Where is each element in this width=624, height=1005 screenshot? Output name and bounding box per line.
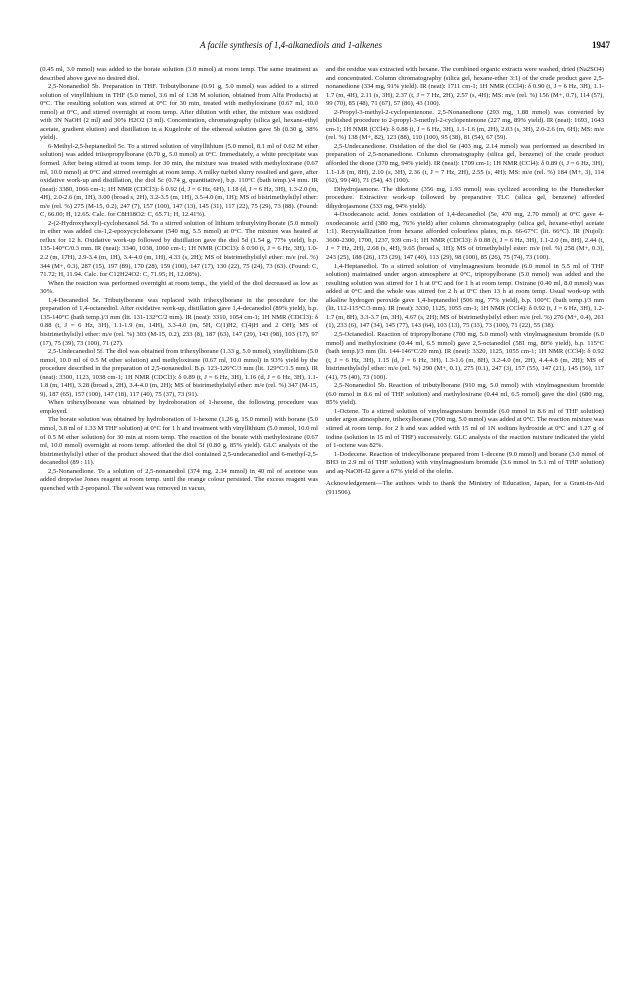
paragraph-left-3: 6-Methyl-2,5-heptanediol 5c. To a stirred solution of vinyllithium (5.0 mmol, 8.1 ml of 0.62 M ether solution) was added triisopropylborane (0.70 g, 5.0 mmol) at 0°C. Immediately, a white precipitate was formed. After being stirred at room temp. for 30 min, the mixture was treated with methyloxirane (0.67 ml, 10.0 mmol) at 0°C and stirred overnight at room temp. A milky turbid slurry resulted and gave, after oxidative work-up and distillation, the diol 5c (0.74 g, quantitative), b.p. 110°C (bath temp.)/4 mm. IR (neat): 3380, 1066 cm-1; 1H NMR (CDCl3): δ 0.92 (d, J = 6 Hz, 6H), 1.18 (d, J = 6 Hz, 3H), 1.3-2.0 (m, 4H), 2.0-2.6 (m, 1H), 3.00 (broad s, 2H), 3.2-3.5 (m, 1H), 3.5-4.0 (m, 1H); MS of bistrimethylsilyl ether: m/e (rel. %) 275 (M-15, 0.2), 247 (7), 157 (100), 147 (13), 145 (31), 117 (22), 75 (29), 73 (88). (Found: C, 66.00; H, 12.65. Calc. for C8H18O2: C, 65.71; H, 12.41%).: [40, 142, 318, 219]
paragraph-left-9: The borate solution was obtained by hydroboration of 1-hexene (1.26 g, 15.0 mmol) with borane (5.0 mmol, 3.8 ml of 1.33 M THF solution) at 0°C for 1 h and treatment with vinyllithium (5.0 mmol, 10.0 ml of 0.5 M ether solution) for 30 min at room temp. The reaction of the borate with methyloxirane (0.67 ml, 10.0 mmol) overnight at room temp. afforded the diol 5f (0.80 g, 85% yield). GLC analysis of the bistrimethylsilyl ether of the product showed that the diol contained 2,5-undecanediol and 6-methyl-2,5-decanediol (89 : 11).: [40, 416, 318, 467]
paragraph-right-3: 2,5-Undecanedione. Oxidation of the diol 6e (403 mg, 2.14 mmol) was performed as described in preparation of 2,5-nonanedione. Column chromatography (silica gel, benzene) of the crude product afforded the dione (370 mg, 94% yield). IR (neat): 1709 cm-1; 1H NMR (CCl4): δ 0.89 (t, J = 6 Hz, 3H), 1.1-1.8 (m, 8H), 2.10 (s, 3H), 2.36 (t, J = 7 Hz, 2H), 2.55 (s, 4H); MS: m/e (rel. %) 184 (M+, 3), 114 (62), 99 (40), 71 (54), 43 (100).: [326, 142, 604, 185]
paragraph-left-4: 2-(2-Hydroxyhexyl)-cyclohexanol 5d. To a stirred solution of lithium tributylvinylborate (5.0 mmol) in ether was added cis-1,2-epoxycyclohexane (540 mg, 5.5 mmol) at 0°C. The mixture was heated at reflux for 12 h. Oxidative work-up followed by distillation gave the diol 5d (1.54 g, 77% yield), b.p. 135-140°C/0.3 mm. IR (neat): 3340, 1038, 1060 cm-1; 1H NMR (CDCl3): δ 0.90 (t, J = 6 Hz, 3H), 1.0-2.2 (m, 17H), 2.9-3.4 (m, 1H), 3.4-4.0 (m, 1H), 4.33 (s, 2H); MS of bistrimethylsilyl ether: m/e (rel. %) 344 (M+, 0.3), 287 (15), 197 (89), 170 (28), 159 (100), 147 (17), 130 (22), 75 (24), 73 (63). (Found: C, 71.72; H, 11.94. Calc. for C12H24O2: C, 71.95; H, 12.08%).: [40, 219, 318, 279]
paragraph-right-7: 2,5-Octanediol. Reaction of tripropylborane (700 mg, 5.0 mmol) with vinylmagnesium bromide (6.0 mmol) and methyloxirane (0.44 ml, 6.5 mmol) gave 2,5-octanediol (581 mg, 80% yield), b.p. 115°C (bath temp.)/3 mm (lit. 144-146°C/20 mm). IR (neat): 3320, 1125, 1055 cm-1; 1H NMR (CCl4): δ 0.92 (t, J = 6 Hz, 3H), 1.15 (d, J = 6 Hz, 3H), 1.3-1.6 (m, 8H), 3.2-4.0 (m, 2H), 4.4-4.8 (m, 2H); MS of bistrimethylsilyl ether: m/e (rel. %) 290 (M+, 0.1), 275 (0.1), 247 (3), 157 (55), 147 (21), 145 (56), 117 (41), 75 (40), 73 (100).: [326, 330, 604, 381]
paragraph-right-9: 1-Octene. To a stirred solution of vinylmagnesium bromide (6.0 mmol in 8.6 ml of THF solution) under argon atmosphere, trihexylborane (700 mg, 5.0 mmol) was added at 0°C. The reaction mixture was stirred at room temp. for 2 h and was added with 15 ml of 1N sodium hydroxide at 0°C and 1.27 g of iodine (solution in 15 ml of THF) successively. GLC analysis of the reaction mixture indicated the yield of 1-octene was 82%.: [326, 407, 604, 450]
running-title: A facile synthesis of 1,4-alkanediols and 1-alkenes: [200, 40, 383, 50]
paragraph-right-6: 1,4-Heptanediol. To a stirred solution of vinylmagnesium bromide (6.0 mmol in 5.5 ml of THF solution) maintained under argon atmosphere at 0°C, tripropylborane (5.0 mmol) was added and the resulting solution was stirred for 1 h at 0°C and for 1 h at room temp. Oxirane (0.40 ml, 8.0 mmol) was added at 0°C and the whole was stirred for 2 h at 0°C then 13 h at room temp. Usual work-up with alkaline hydrogen peroxide gave 1,4-heptanediol (506 mg, 77% yield), b.p. 100°C (bath temp.)/3 mm (lit. 112-115°C/3 mm). IR (neat): 3330, 1125, 1055 cm-1; 1H NMR (CCl4): δ 0.92 (t, J = 6 Hz, 3H), 1.2-1.7 (m, 8H), 3.3-3.7 (m, 3H), 4.67 (s, 2H); MS of bistrimethylsilyl ether: m/e (rel. %) 276 (M+, 0.4), 261 (1), 233 (6), 147 (34), 145 (77), 143 (64), 103 (13), 75 (33), 73 (100), 71 (22), 55 (38).: [326, 262, 604, 330]
paragraph-left-10: 2,5-Nonanedione. To a solution of 2,5-nonanediol (374 mg, 2.34 mmol) in 40 ml of acetone was added dropwise Jones reagent at room temp. until the orange colour persisted. The excess reagent was quenched with 2-propanol. The solvent was removed in vacuo,: [40, 467, 318, 492]
paragraph-left-2: 2,5-Nonanediol 5b. Preparation in THF. Tributylborane (0.91 g, 5.0 mmol) was added to a stirred solution of vinyllithium in THF (5.0 mmol, 3.6 ml of 1.38 M solution, obtained from Alfa Products) at 0°C. The resulting solution was stirred at 0°C for 30 min, treated with methyloxirane (0.67 ml, 10.0 mmol) at 0°C, and stirred overnight at room temp. After dilution with ether, the mixture was oxidized with 3N NaOH (2 ml) and 30% H2O2 (3 ml). Concentration, chromatography (silica gel, hexane-ethyl acetate, gradient elution) and distillation in a Kugelrohr of the ethereal solution gave 5b (0.30 g, 38% yield).: [40, 83, 318, 142]
paragraph-left-7: 2,5-Undecanediol 5f. The diol was obtained from trihexylborane (1.33 g, 5.0 mmol), vinyllithium (5.0 mmol, 10.0 ml of 0.5 M ether solution) and methyloxirane (0.67 ml, 10.0 mmol) in 93% yield by the procedure described in the preparation of 2,5-nonanediol. B.p. 123-126°C/3 mm (lit. 129°C/1.5 mm). IR (neat): 3300, 1123, 1038 cm-1; 1H NMR (CDCl3): δ 0.89 (t, J = 6 Hz, 3H), 1.16 (d, J = 6 Hz, 3H), 1.1-1.8 (m, 14H), 3.28 (broad s, 2H), 3.4-4.0 (m, 2H); MS of bistrimethylsilyl ether: m/e (rel. %) 347 (M-15, 9), 187 (65), 157 (100), 147 (18), 117 (40), 75 (37), 73 (91).: [40, 348, 318, 398]
paragraph-left-6: 1,4-Decanediol 5e. Tributylborane was replaced with trihexylborane in the procedure for the preparation of 1,4-octanediol. After oxidative work-up, distillation gave 1,4-decanediol (89% yield), b.p. 135-140°C (bath temp.)/3 mm (lit. 131-132°C/2 mm). IR (neat): 3310, 1054 cm-1; 1H NMR (CDCl3): δ 0.88 (t, J = 6 Hz, 3H), 1.1-1.9 (m, 14H), 3.3-4.0 (m, 5H, C(1)H2, C(4)H and 2 OH); MS of bistrimethylsilyl ether: m/e (rel. %) 303 (M-15, 0.2), 233 (8), 187 (63), 147 (29), 143 (98), 103 (17), 97 (17), 75 (39), 73 (100), 71 (27).: [40, 296, 318, 347]
paragraph-right-8: 2,5-Nonanediol 5b. Reaction of tributylborane (910 mg, 5.0 mmol) with vinylmagnesium bromide (6.0 mmol in 8.6 ml of THF solution) and methyloxirane (0.44 ml, 6.5 mmol) gave the diol (680 mg, 85% yield).: [326, 382, 604, 407]
paragraph-left-8: When trihexylborane was obtained by hydroboration of 1-hexene, the following procedure was employed.: [40, 399, 318, 415]
paragraph-right-4: Dihydrojasmone. The diketone (356 mg, 1.93 mmol) was cyclized according to the Hunsdiecker procedure. Extractive work-up followed by preparative TLC (silica gel, benzene) afforded dihydrojasmone (333 mg, 94% yield).: [326, 185, 604, 210]
left-column: [40, 66, 318, 991]
paragraph-left-5: When the reaction was performed overnight at room temp., the yield of the diol decreased as low as 30%.: [40, 279, 318, 296]
paragraph-right-5: 4-Oxodecanoic acid. Jones oxidation of 1,4-decanediol (5e, 470 mg, 2.70 mmol) at 0°C gave 4-oxodecanoic acid (380 mg, 76% yield) after column chromatography (silica gel, hexane-ethyl acetate 1:1). Recrystallization from hexane afforded colourless plates, m.p. 66-67°C (lit. 66°C). IR (Nujol): 3600-2300, 1700, 1237, 939 cm-1; 1H NMR (CDCl3): δ 0.88 (t, J = 6 Hz, 3H), 1.1-2.0 (m, 8H), 2.44 (t, J = 7 Hz, 2H), 2.68 (s, 4H), 9.65 (broad s, 1H); MS of trimethylsilyl ester: m/e (rel. %) 258 (M+, 0.3), 243 (25), 188 (26), 173 (29), 147 (40), 113 (29), 98 (100), 85 (26), 75 (74), 73 (100).: [326, 211, 604, 262]
page-number: 1947: [592, 40, 610, 50]
running-header: [0, 40, 624, 54]
paragraph-left-1: (0.45 ml, 3.0 mmol) was added to the borate solution (3.0 mmol) at room temp. The same treatment as described above gave no desired diol.: [40, 66, 318, 82]
acknowledgement: Acknowledgement—The authors wish to thank the Ministry of Education, Japan, for a Grant-in-Aid (911506).: [326, 480, 604, 496]
paragraph-right-1: and the residue was extracted with hexane. The combined organic extracts were washed, dried (Na2SO4) and concentrated. Column chromatography (silica gel, hexane-ether 3:1) of the crude product gave 2,5-nonanedione (334 mg, 91% yield). IR (neat): 1711 cm-1; 1H NMR (CCl4): δ 0.90 (t, J = 6 Hz, 3H), 1.1-1.7 (m, 4H), 2.11 (s, 3H), 2.37 (t, J = 7 Hz, 2H), 2.57 (s, 4H); MS: m/e (rel. %) 156 (M+, 0.7), 114 (57), 99 (70), 85 (48), 71 (67), 57 (86), 43 (100).: [326, 66, 604, 108]
paragraph-right-10: 1-Dodecene. Reaction of tridecylborane prepared from 1-decene (9.0 mmol) and borane (3.0 mmol of BH3 in 2.9 ml of THF solution) with vinylmagnesium bromide (3.6 mmol in 5.1 ml of THF solution) and aq-NaOH-I2 gave a 67% yield of the olefin.: [326, 450, 604, 475]
right-column: [326, 66, 604, 991]
paragraph-right-2: 2-Propyl-3-methyl-2-cyclopentenone. 2,5-Nonanedione (293 mg, 1.88 mmol) was converted by published procedure to 2-propyl-3-methyl-2-cyclopentenone (227 mg, 89% yield). IR (neat): 1693, 1643 cm-1; 1H NMR (CCl4): δ 0.88 (t, J = 6 Hz, 3H), 1.1-1.6 (m, 2H), 2.03 (s, 3H), 2.0-2.6 (m, 6H); MS: m/e (rel. %) 138 (M+, 82), 123 (88), 110 (100), 95 (38), 81 (54), 67 (59).: [326, 108, 604, 142]
